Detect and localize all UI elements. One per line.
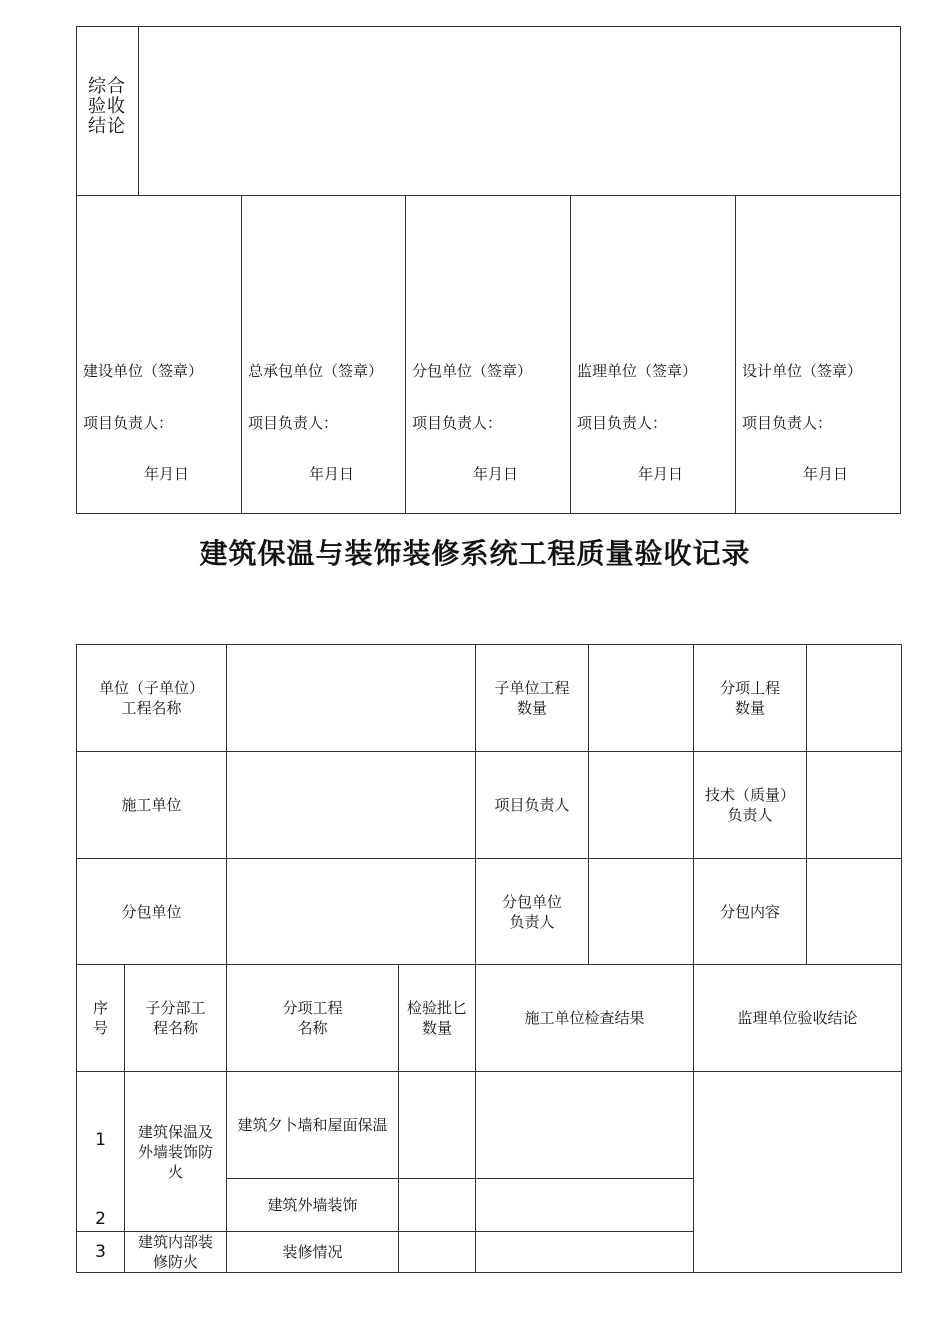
check-result-cell[interactable] bbox=[476, 1179, 694, 1232]
sub-division-header bbox=[125, 965, 227, 1072]
table-row bbox=[77, 752, 902, 859]
tech-quality-lead-label-cell bbox=[694, 752, 807, 859]
item-count-label-cell bbox=[694, 645, 807, 752]
signature-org: 设计单位（签章） bbox=[742, 362, 863, 380]
sub-unit-count-label-line1: 子单位工程 bbox=[494, 679, 570, 697]
subcontractor-label-cell: 分包单位 bbox=[77, 859, 227, 965]
subcontractor-value-cell[interactable] bbox=[227, 859, 476, 965]
seq-cell bbox=[77, 1072, 125, 1232]
subcontractor-leader-label-line1: 分包单位 bbox=[502, 892, 563, 911]
signature-leader: 项目负责人： bbox=[248, 414, 339, 432]
item-count-value-cell[interactable] bbox=[807, 645, 902, 752]
item-count-label-line2: 数量 bbox=[735, 699, 766, 717]
table-row bbox=[77, 1072, 902, 1179]
signature-cell-owner bbox=[77, 195, 241, 514]
item-name-header-line2: 名称 bbox=[297, 1019, 328, 1037]
column-header-row bbox=[77, 965, 902, 1072]
check-result-cell[interactable] bbox=[476, 1072, 694, 1179]
signature-date: 年月日 bbox=[638, 465, 684, 483]
seq-header-line1: 序 bbox=[92, 999, 108, 1017]
unit-name-label-cell bbox=[77, 645, 227, 752]
subcontractor-leader-value-cell[interactable] bbox=[589, 859, 694, 965]
seq-number: 1 bbox=[95, 1130, 106, 1150]
seq-number: 3 bbox=[77, 1232, 125, 1273]
unit-name-value-cell[interactable] bbox=[227, 645, 476, 752]
signature-leader: 项目负责人： bbox=[742, 414, 833, 432]
item-name-cell: 装修情况 bbox=[227, 1232, 399, 1273]
batch-count-cell[interactable] bbox=[399, 1179, 476, 1232]
batch-count-header-line2: 数量 bbox=[422, 1019, 453, 1037]
signature-cell-general-contractor bbox=[242, 195, 405, 514]
signature-cell-subcontractor bbox=[406, 195, 570, 514]
batch-count-header-line1: 检验批匕 bbox=[407, 999, 468, 1017]
signature-date: 年月日 bbox=[309, 465, 355, 483]
signature-date: 年月日 bbox=[473, 465, 519, 483]
item-count-label-line1: 分项丄程 bbox=[720, 679, 781, 697]
cell-divider bbox=[138, 27, 139, 195]
table-row bbox=[77, 645, 902, 752]
document-title: 建筑保温与装饰装修系统工程质量验收记录 bbox=[199, 537, 751, 570]
signature-date: 年月日 bbox=[144, 465, 190, 483]
sub-division-cell: 建筑内部装修防火 bbox=[125, 1232, 227, 1273]
unit-name-label-line2: 工程名称 bbox=[121, 699, 182, 717]
signature-date: 年月日 bbox=[803, 465, 849, 483]
signature-cell-designer bbox=[736, 195, 900, 514]
signature-leader: 项目负责人： bbox=[412, 414, 503, 432]
sub-unit-count-label-line2: 数量 bbox=[517, 699, 548, 717]
signature-leader: 项目负责人： bbox=[577, 414, 668, 432]
signature-org: 总承包单位（签章） bbox=[248, 362, 384, 380]
conclusion-label: 综合验收结论 bbox=[88, 76, 126, 137]
quality-acceptance-record-table bbox=[76, 644, 902, 1273]
signature-cell-supervisor bbox=[571, 195, 735, 514]
subcontract-content-value-cell[interactable] bbox=[807, 859, 902, 965]
project-manager-value-cell[interactable] bbox=[589, 752, 694, 859]
item-name-cell: 建筑夕卜墙和屋面保温 bbox=[227, 1072, 399, 1179]
table-row bbox=[77, 859, 902, 965]
signature-org: 监理单位（签章） bbox=[577, 362, 698, 380]
subcontractor-leader-label-cell bbox=[476, 859, 589, 965]
check-result-cell[interactable] bbox=[476, 1232, 694, 1273]
batch-count-header bbox=[399, 965, 476, 1072]
sub-division-header-line1: 子分部工 bbox=[145, 999, 206, 1017]
seq-header-line2: 号 bbox=[92, 1019, 108, 1037]
seq-header bbox=[77, 965, 125, 1072]
supervision-conclusion-cell[interactable] bbox=[694, 1072, 902, 1273]
item-name-header-line1: 分项工程 bbox=[282, 999, 343, 1017]
contractor-value-cell[interactable] bbox=[227, 752, 476, 859]
item-name-header bbox=[227, 965, 399, 1072]
sub-unit-count-value-cell[interactable] bbox=[589, 645, 694, 752]
unit-name-label-line1: 单位（子单位） bbox=[99, 679, 205, 697]
tech-quality-lead-value-cell[interactable] bbox=[807, 752, 902, 859]
seq-number: 2 bbox=[95, 1209, 106, 1229]
contractor-label-cell: 施工单位 bbox=[77, 752, 227, 859]
acceptance-signoff-table bbox=[76, 26, 901, 514]
sub-unit-count-label-cell bbox=[476, 645, 589, 752]
sub-division-header-line2: 程名称 bbox=[153, 1019, 199, 1037]
signature-leader: 项目负责人： bbox=[83, 414, 174, 432]
signature-org: 建设单位（签章） bbox=[83, 362, 204, 380]
item-name-cell: 建筑外墙装饰 bbox=[227, 1179, 399, 1232]
signature-org: 分包单位（签章） bbox=[412, 362, 533, 380]
subcontractor-leader-label-line2: 负责人 bbox=[509, 912, 555, 931]
tech-quality-lead-label-line2: 负责人 bbox=[727, 806, 773, 824]
subcontract-content-label-cell: 分包内容 bbox=[694, 859, 807, 965]
tech-quality-lead-label-line1: 技术（质量） bbox=[705, 786, 796, 804]
check-result-header: 施工单位检查结果 bbox=[476, 965, 694, 1072]
supervision-conclusion-header: 监理单位验收结论 bbox=[694, 965, 902, 1072]
batch-count-cell[interactable] bbox=[399, 1072, 476, 1179]
batch-count-cell[interactable] bbox=[399, 1232, 476, 1273]
sub-division-cell: 建筑保温及外墙装饰防火 bbox=[125, 1072, 227, 1232]
project-manager-label-cell: 项目负责人 bbox=[476, 752, 589, 859]
